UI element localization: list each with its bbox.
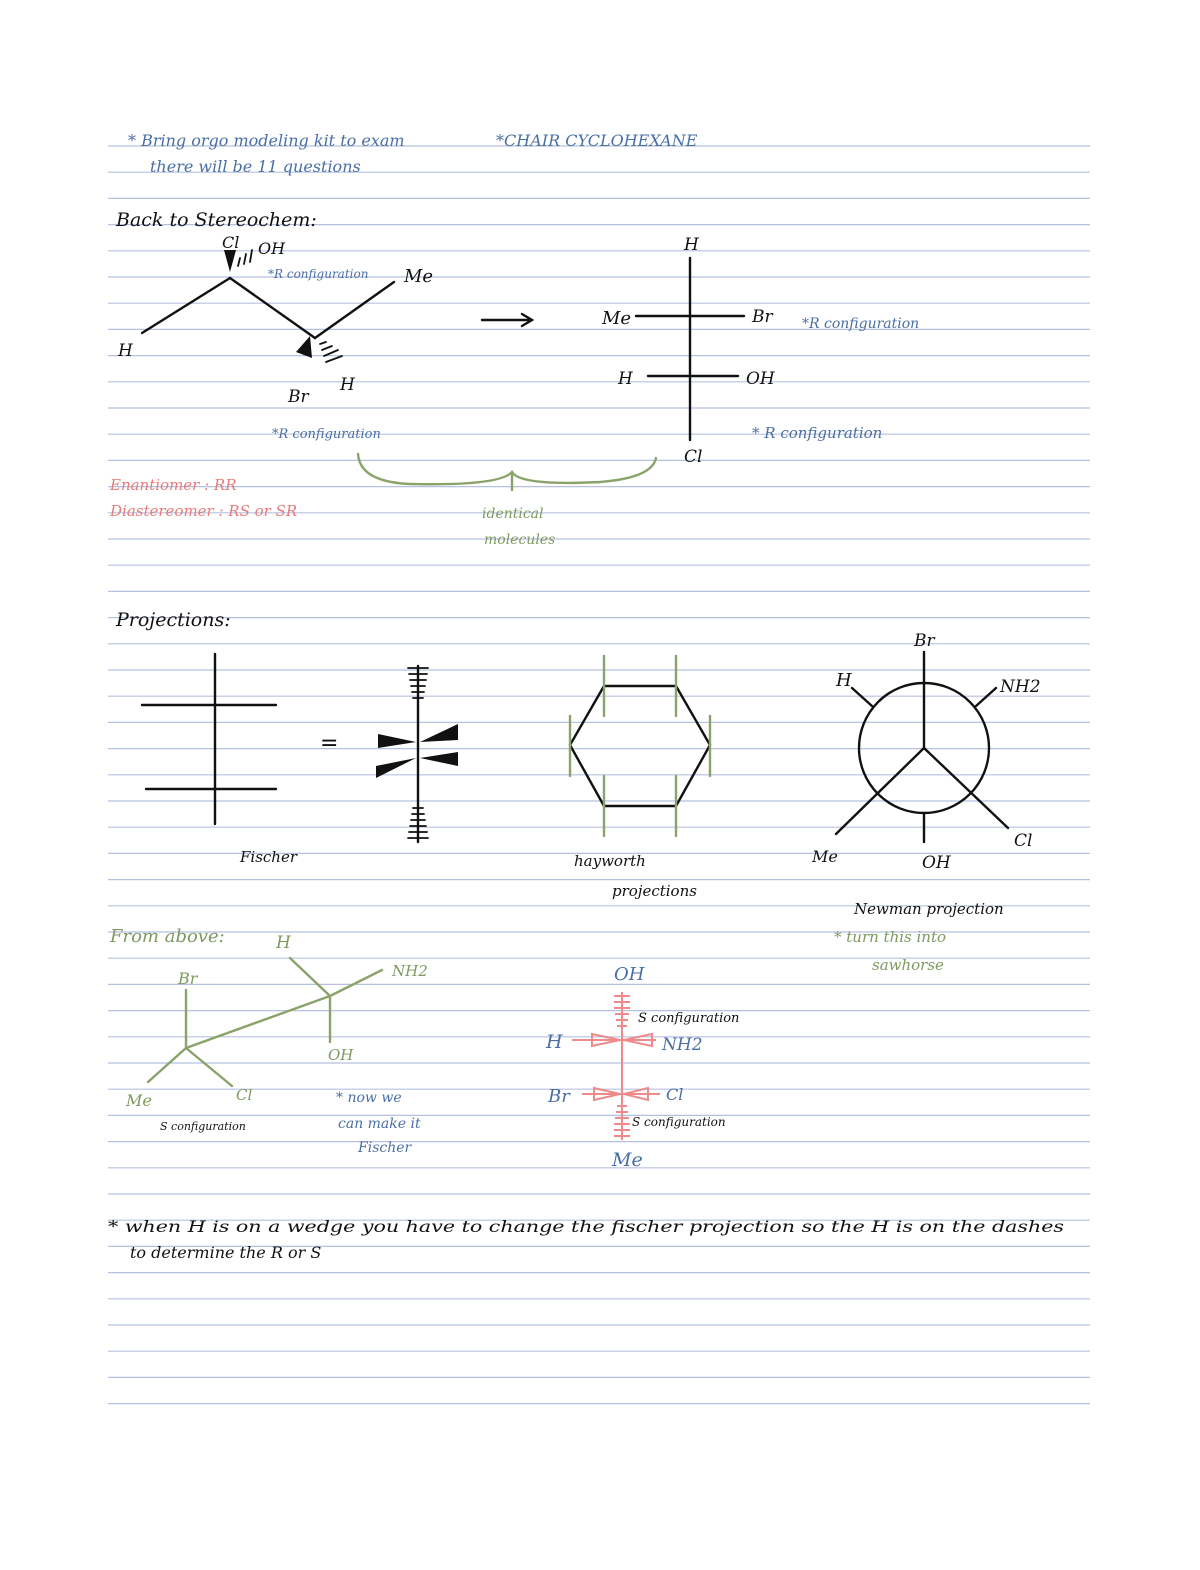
newman-lower-left: Me — [812, 847, 838, 866]
sawhorse-h: H — [276, 933, 291, 953]
newman-note-1: * turn this into — [834, 928, 947, 946]
fischer1-config-bottom: * R configuration — [752, 424, 883, 442]
fischer2-top: OH — [614, 964, 645, 985]
zig-h-left: H — [118, 341, 133, 361]
fischer1-right1: Br — [752, 307, 773, 327]
zig-br: Br — [288, 387, 309, 407]
newman-lower-right: Cl — [1014, 831, 1033, 851]
arrow-icon — [482, 314, 532, 326]
zig-me: Me — [404, 266, 434, 287]
zig-config-top: *R configuration — [268, 267, 369, 281]
identical-brace — [358, 454, 656, 484]
fischer2-right2: Cl — [666, 1085, 684, 1104]
identical-label-2: molecules — [484, 532, 556, 548]
haworth-label-1: hayworth — [574, 852, 646, 870]
fischer2-config-top: S configuration — [638, 1011, 740, 1026]
fischer-label: Fischer — [240, 848, 298, 866]
newman-upper-left: H — [836, 670, 852, 691]
fischer2-bottom: Me — [612, 1149, 643, 1171]
fischer-note-3: Fischer — [358, 1140, 412, 1156]
fischer-note-1: * now we — [336, 1090, 402, 1106]
section-heading-from-above: From above: — [110, 926, 225, 947]
fischer2-left2: Br — [548, 1086, 570, 1107]
fischer1-right2: OH — [746, 369, 775, 389]
sawhorse-me: Me — [126, 1091, 152, 1110]
fischer2-left1: H — [546, 1031, 563, 1053]
newman-note-2: sawhorse — [872, 956, 944, 974]
fischer1-left2: H — [618, 369, 633, 389]
newman-bottom: OH — [922, 853, 951, 873]
enantiomer-note: Enantiomer : RR — [110, 476, 237, 494]
section-heading-stereochem: Back to Stereochem: — [116, 209, 317, 231]
ruled-lines — [108, 146, 1090, 1404]
fischer-projection-1 — [636, 258, 744, 440]
exam-note-line2: there will be 11 questions — [150, 157, 361, 176]
section-heading-projections: Projections: — [116, 609, 231, 631]
equals-sign: = — [320, 731, 339, 756]
haworth-label-2: projections — [612, 882, 697, 900]
sawhorse-oh: OH — [328, 1046, 354, 1064]
fischer1-config-top: *R configuration — [802, 316, 920, 332]
sawhorse-nh2: NH2 — [392, 962, 428, 980]
topic-chair-cyclohexane: *CHAIR CYCLOHEXANE — [496, 131, 698, 150]
fischer-note-2: can make it — [338, 1116, 421, 1132]
haworth-hexagon — [570, 656, 710, 836]
newman-top: Br — [914, 631, 935, 651]
footnote-line1: * when H is on a wedge you have to change the fischer projection so the H is on the dashes — [108, 1217, 1064, 1236]
newman-label: Newman projection — [854, 900, 1004, 918]
exam-note-line1: * Bring orgo modeling kit to exam — [128, 131, 405, 150]
fischer2-config-bottom: S configuration — [632, 1115, 726, 1129]
identical-label-1: identical — [482, 506, 544, 522]
fischer2-right1: NH2 — [662, 1035, 703, 1055]
sawhorse-br: Br — [178, 969, 198, 988]
fischer1-top: H — [684, 235, 699, 255]
diastereomer-note: Diastereomer : RS or SR — [110, 502, 298, 520]
footnote-line2: to determine the R or S — [130, 1243, 322, 1262]
fischer1-bottom: Cl — [684, 447, 703, 467]
sawhorse-s-config: S configuration — [160, 1120, 246, 1133]
wedge-dash-equivalent — [376, 666, 458, 842]
newman-projection — [836, 652, 1008, 842]
zig-h-right: H — [340, 375, 355, 395]
fischer-cross — [142, 654, 276, 824]
zig-cl: Cl — [222, 233, 240, 252]
newman-upper-right: NH2 — [1000, 677, 1041, 697]
zig-config-bottom: *R configuration — [272, 427, 381, 442]
sawhorse-cl: Cl — [236, 1086, 253, 1104]
fischer1-left1: Me — [602, 308, 632, 329]
zig-oh: OH — [258, 239, 286, 258]
